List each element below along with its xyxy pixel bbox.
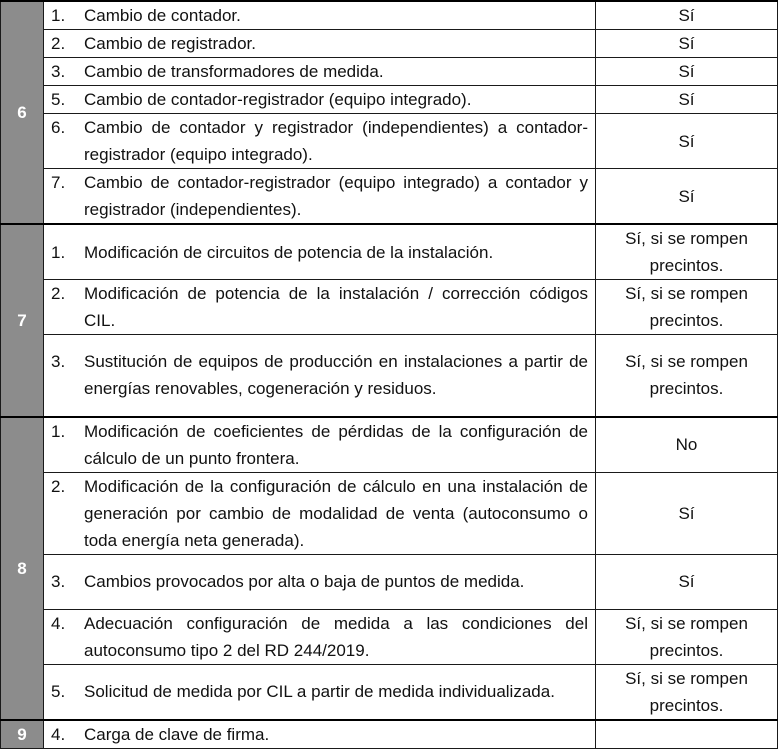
row-text: Modificación de la configuración de cálculo en una instalación de generación por cambio de modalidad de venta (autoconsumo o toda energía neta generada).	[84, 476, 588, 550]
group-label-8: 8	[1, 417, 44, 720]
row-answer: Sí	[596, 169, 778, 225]
row-answer: Sí, si se rompen precintos.	[596, 224, 778, 280]
row-description	[44, 58, 596, 86]
row-answer: Sí, si se rompen precintos.	[596, 280, 778, 335]
row-number: 4.	[51, 613, 66, 633]
row-description	[44, 417, 596, 473]
table-row	[1, 472, 778, 554]
row-description	[44, 472, 596, 554]
table-row	[1, 169, 778, 225]
row-answer: Sí	[596, 1, 778, 30]
table-row	[1, 114, 778, 169]
row-description	[44, 335, 596, 417]
row-number: 7.	[51, 173, 66, 192]
row-text: Sustitución de equipos de producción en instalaciones a partir de energías renovables, cogeneración y residuos.	[84, 352, 588, 399]
row-description	[44, 30, 596, 58]
row-answer: Sí	[596, 114, 778, 169]
row-answer: No	[596, 417, 778, 473]
row-answer: Sí	[596, 86, 778, 114]
row-number: 3.	[51, 352, 66, 372]
row-number: 2.	[51, 34, 66, 53]
row-text: Cambio de contador y registrador (independientes) a contador-registrador (equipo integrado).	[84, 118, 588, 164]
row-description	[44, 609, 596, 664]
row-description	[44, 280, 596, 335]
row-answer: Sí, si se rompen precintos.	[596, 664, 778, 720]
row-description	[44, 720, 596, 749]
table-row	[1, 1, 778, 30]
row-text: Modificación de coeficientes de pérdidas de la configuración de cálculo de un punto frontera.	[84, 421, 588, 468]
row-description	[44, 664, 596, 720]
group-label-7: 7	[1, 224, 44, 417]
row-answer: Sí	[596, 554, 778, 609]
table-row	[1, 664, 778, 720]
table-row	[1, 86, 778, 114]
row-number: 4.	[51, 724, 66, 744]
row-text: Cambio de contador-registrador (equipo integrado) a contador y registrador (independientes).	[84, 173, 588, 219]
row-description	[44, 224, 596, 280]
row-text: Modificación de circuitos de potencia de la instalación.	[84, 242, 494, 262]
table-row	[1, 335, 778, 417]
row-number: 3.	[51, 62, 66, 81]
table-row	[1, 30, 778, 58]
group-label-6: 6	[1, 1, 44, 224]
group-label-9: 9	[1, 720, 44, 749]
row-description	[44, 86, 596, 114]
row-description	[44, 554, 596, 609]
row-answer: Sí	[596, 472, 778, 554]
row-text: Cambio de contador.	[84, 6, 241, 25]
row-description	[44, 1, 596, 30]
table-row	[1, 554, 778, 609]
row-answer: Sí, si se rompen precintos.	[596, 335, 778, 417]
row-text: Carga de clave de firma.	[84, 724, 270, 744]
table-row	[1, 417, 778, 473]
row-answer: Sí, si se rompen precintos.	[596, 609, 778, 664]
row-number: 6.	[51, 118, 66, 137]
table-row	[1, 720, 778, 749]
row-description	[44, 114, 596, 169]
row-number: 1.	[51, 6, 66, 25]
row-number: 1.	[51, 421, 66, 441]
table-row	[1, 280, 778, 335]
row-text: Modificación de potencia de la instalación / corrección códigos CIL.	[84, 284, 588, 330]
row-number: 3.	[51, 572, 66, 591]
row-number: 5.	[51, 682, 66, 701]
row-answer: Sí	[596, 30, 778, 58]
row-text: Cambio de registrador.	[84, 34, 256, 53]
row-text: Cambio de transformadores de medida.	[84, 62, 384, 81]
row-text: Cambios provocados por alta o baja de puntos de medida.	[84, 572, 525, 591]
row-description	[44, 169, 596, 225]
table-row	[1, 609, 778, 664]
row-answer	[596, 720, 778, 749]
row-number: 1.	[51, 242, 66, 262]
row-text: Solicitud de medida por CIL a partir de medida individualizada.	[84, 682, 555, 701]
row-number: 5.	[51, 90, 66, 109]
row-number: 2.	[51, 476, 66, 496]
table-row	[1, 224, 778, 280]
row-answer: Sí	[596, 58, 778, 86]
row-text: Cambio de contador-registrador (equipo integrado).	[84, 90, 472, 109]
table-row	[1, 58, 778, 86]
row-text: Adecuación configuración de medida a las condiciones del autoconsumo tipo 2 del RD 244/2019.	[84, 613, 588, 660]
row-number: 2.	[51, 284, 66, 303]
